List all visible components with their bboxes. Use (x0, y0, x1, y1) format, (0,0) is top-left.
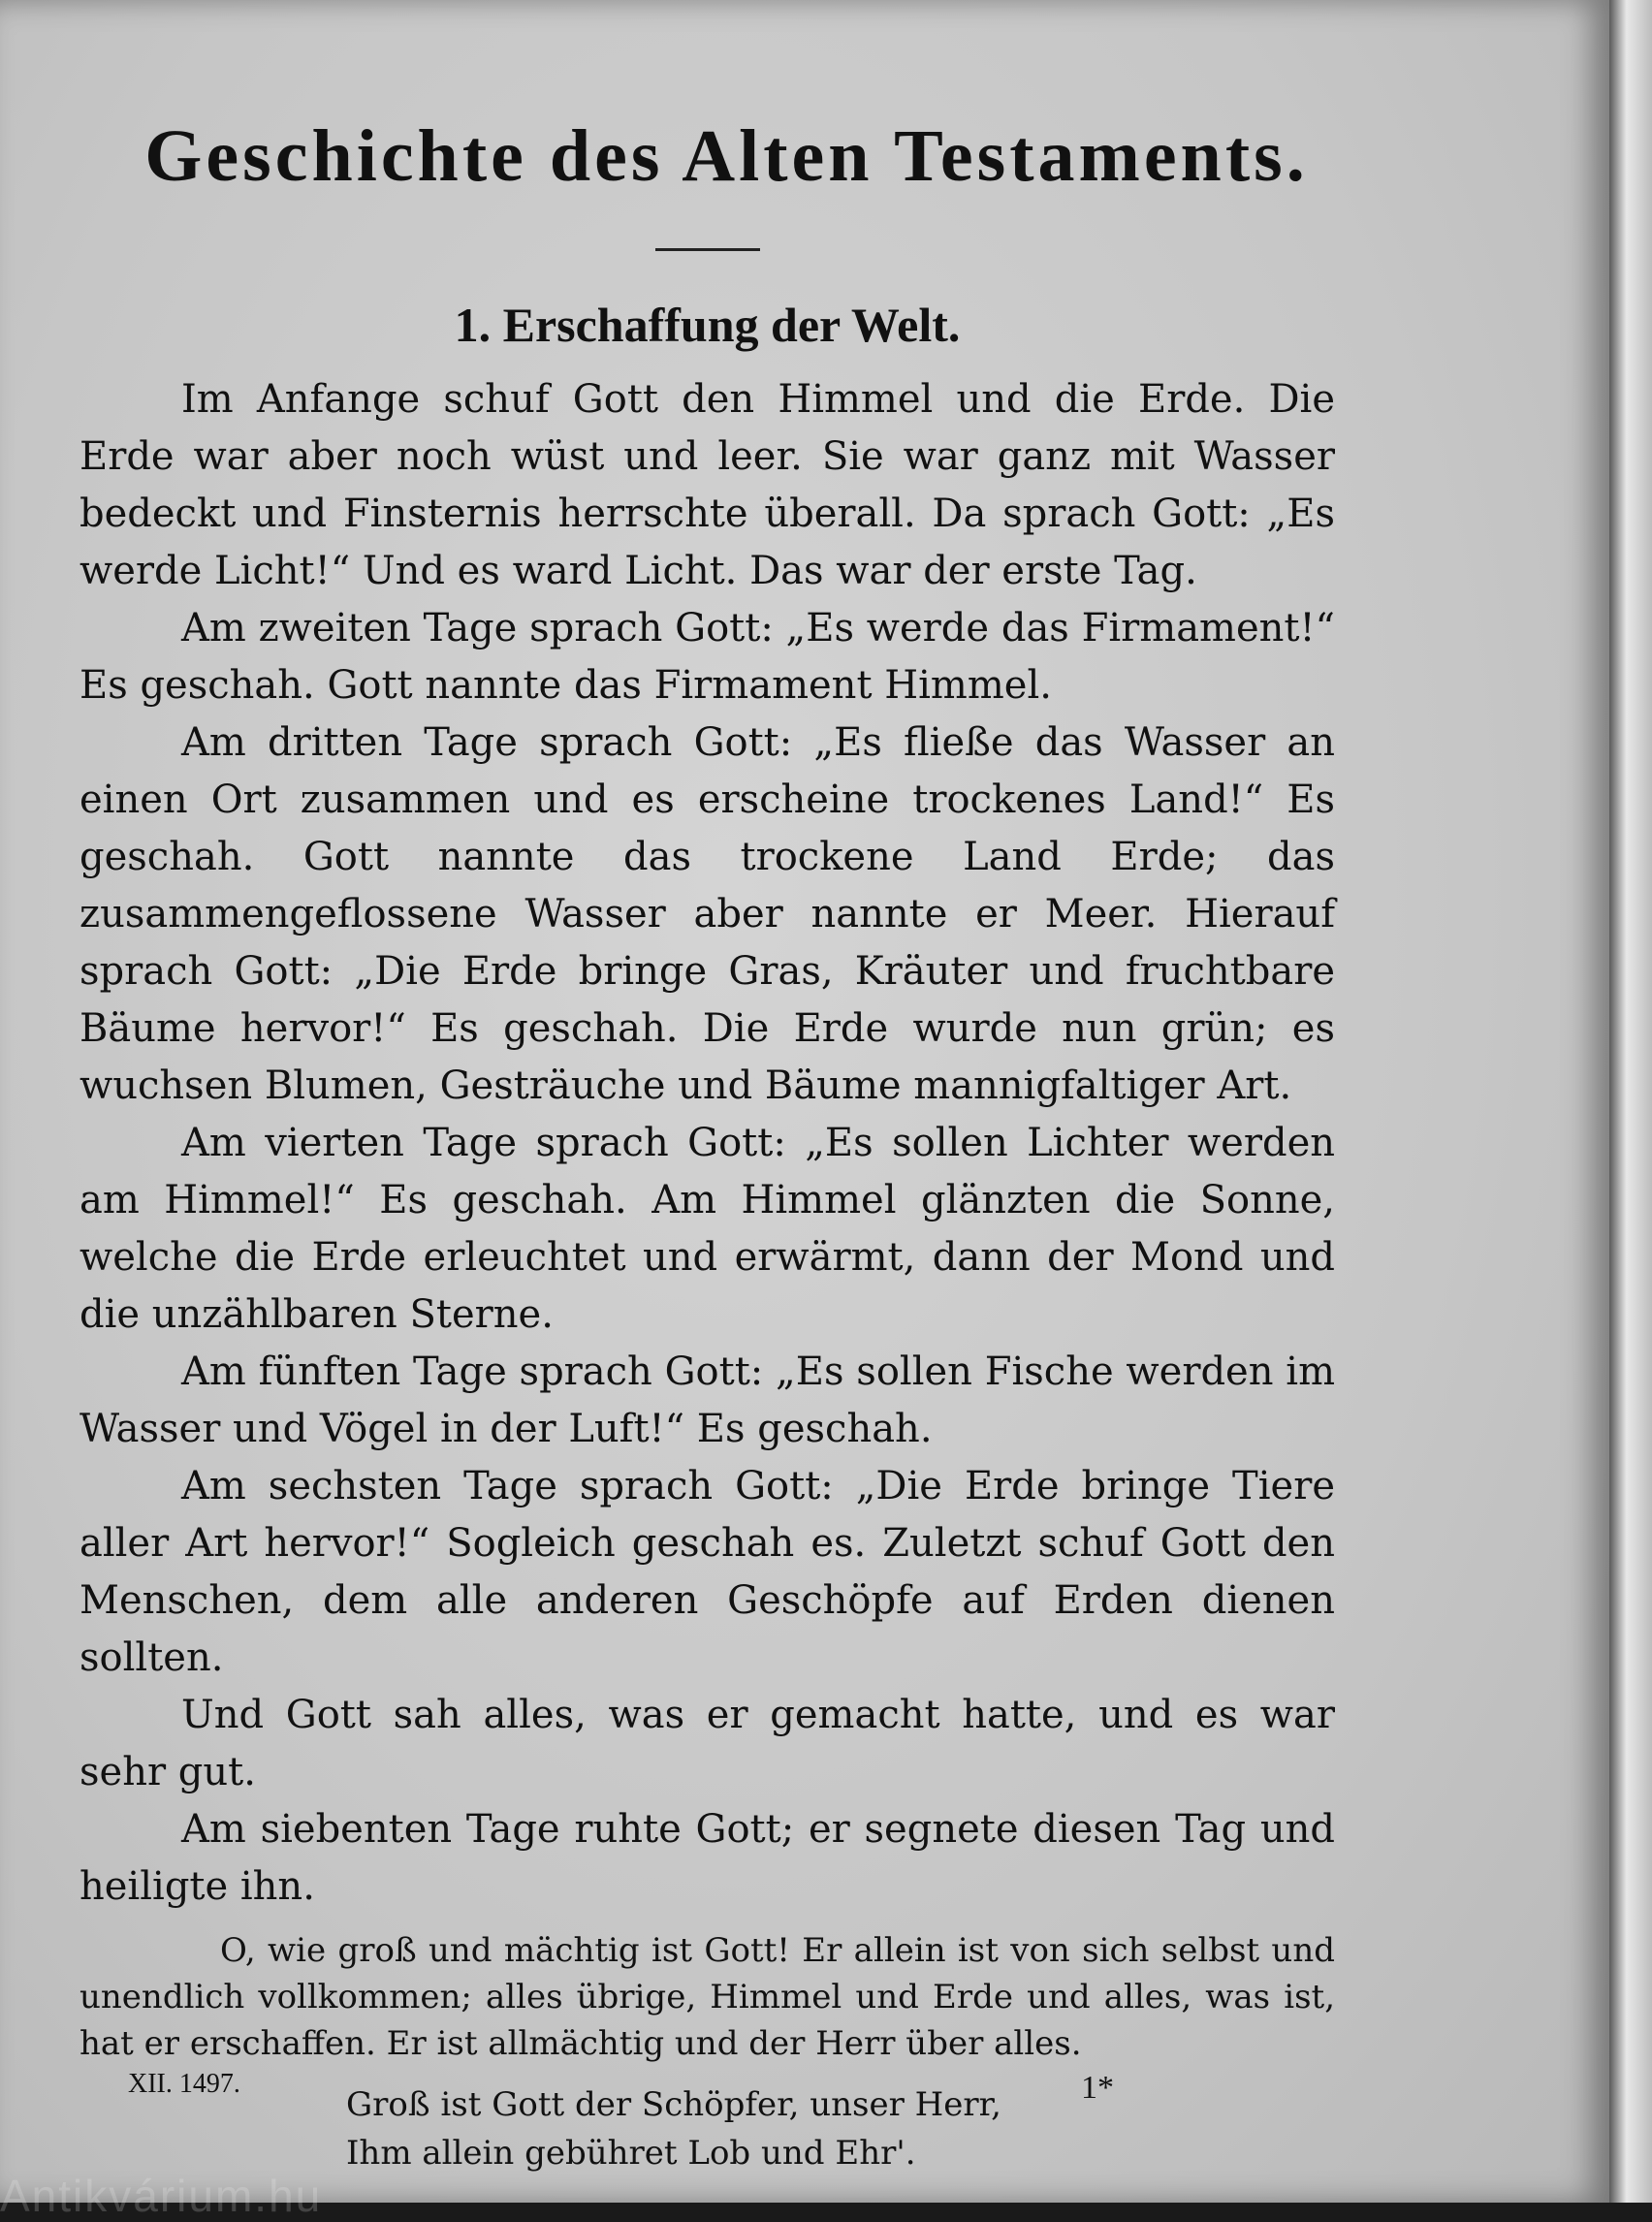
verse-line: Ihm allein gebühret Lob und Ehr'. (346, 2133, 916, 2173)
printer-signature: XII. 1497. (128, 2069, 240, 2099)
paragraph-day-four: Am vierten Tage sprach Gott: „Es sollen Lichter werden am Himmel!“ Es geschah. Am Himmel glänzten die Sonne, welche die Erde erleuchtet und erwärmt, dann der Mond und die unzählbaren Sterne. (79, 1120, 1335, 1337)
paragraph-day-two: Am zweiten Tage sprach Gott: „Es werde das Firmament!“ Es geschah. Gott nannte das Firmament Himmel. (79, 605, 1335, 708)
paragraph-day-three: Am dritten Tage sprach Gott: „Es fließe das Wasser an einen Ort zusammen und es erscheine trockenes Land!“ Es geschah. Gott nannte das trockene Land Erde; das zusammengeflossene Wasser aber nannte er Meer. Hierauf sprach Gott: „Die Erde bringe Gras, Kräuter und fruchtbare Bäume hervor!“ Es geschah. Die Erde wurde nun grün; es wuchsen Blumen, Gesträuche und Bäume mannigfaltiger Art. (79, 719, 1335, 1108)
closing-verse (346, 2080, 1335, 2177)
paragraph-all-good: Und Gott sah alles, was er gemacht hatte, und es war sehr gut. (79, 1692, 1335, 1794)
book-edge (1609, 0, 1652, 2203)
watermark: Antikvárium.hu (0, 2171, 323, 2221)
paragraph-day-six: Am sechsten Tage sprach Gott: „Die Erde bringe Tiere aller Art hervor!“ Sogleich geschah es. Zuletzt schuf Gott den Menschen, dem alle anderen Geschöpfe auf Erden dienen sollten. (79, 1463, 1335, 1680)
page-content (79, 116, 1335, 2177)
verse-line: Groß ist Gott der Schöpfer, unser Herr, (346, 2084, 1001, 2124)
page-marker: 1* (1081, 2070, 1114, 2106)
paragraph-day-seven: Am siebenten Tage ruhte Gott; er segnete diesen Tag und heiligte ihn. (79, 1806, 1335, 1909)
chapter-heading: 1. Erschaffung der Welt. (454, 297, 961, 352)
page-title: Geschichte des Alten Testaments. (144, 115, 1309, 197)
paragraph-day-five: Am fünften Tage sprach Gott: „Es sollen Fische werden im Wasser und Vögel in der Luft!“ Es geschah. (79, 1349, 1335, 1451)
title-divider (655, 248, 760, 251)
paragraph-day-one: Im Anfange schuf Gott den Himmel und die Erde. Die Erde war aber noch wüst und leer. Sie war ganz mit Wasser bedeckt und Finsternis herrschte überall. Da sprach Gott: „Es werde Licht!“ Und es ward Licht. Das war der erste Tag. (79, 376, 1335, 593)
reflection-paragraph: O, wie groß und mächtig ist Gott! Er allein ist von sich selbst und unendlich vollkommen; alles übrige, Himmel und Erde und alles, was ist, hat er erschaffen. Er ist allmächtig und der Herr über alles. (79, 1930, 1335, 2063)
